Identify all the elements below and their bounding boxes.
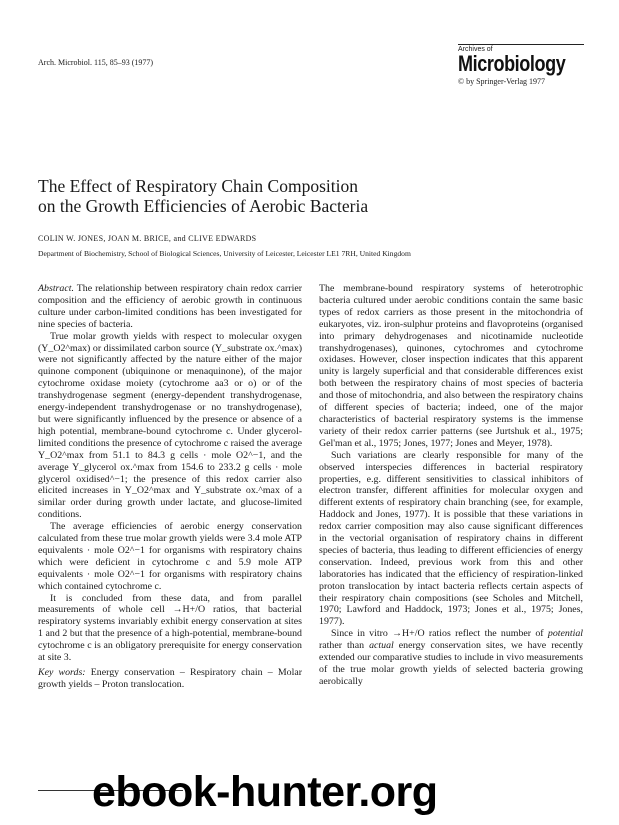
intro-text-3c: energy conservation sites, we have recently extended our comparative studies to include in vivo measurements of the true molar growth yields of selected bacteria growing aerobically xyxy=(319,640,584,687)
abstract-paragraph-1 xyxy=(38,283,302,331)
title-line-1: The Effect of Respiratory Chain Composition xyxy=(38,176,358,196)
citation: Arch. Microbiol. 115, 85–93 (1977) xyxy=(38,58,154,67)
abstract-paragraph-2: True molar growth yields with respect to molecular oxygen (Y_O2^max) or dissimilated carbon source (Y_substrate ox.^max) were not significantly affected by the nature either of the major quinone component (ubiquinone or menaquinone), of the major cytochrome oxidase moiety (cytochrome aa3 or o) or of the transhydrogenase segment (energy-dependent transhydrogenase, energy-independent transhydrogenase or no transhydrogenase), but were significantly influenced by the presence or absence of a high potential, membrane-bound cytochrome c. Under glycerol-limited conditions the presence of cytochrome c raised the average Y_O2^max from 51.1 to 84.3 g cells · mole O2^−1, and the average Y_glycerol ox.^max from 154.6 to 233.2 g cells · mole glycerol oxidised^−1; the presence of this redox carrier also elicited increases in Y_O2^max and Y_substrate ox.^max of a similar order during growth under lactate, and glucose-limited conditions. xyxy=(38,330,302,521)
abstract-paragraph-3: The average efficiencies of aerobic energy conservation calculated from these true molar growth yields were 3.4 mole ATP equivalents · mole O2^−1 for organisms with respiratory chains which were deficient in cytochrome c and 5.9 mole ATP equivalents · mole O2^−1 for organisms with respiratory chains which contained cytochrome c. xyxy=(38,521,302,592)
journal-logo xyxy=(458,44,586,86)
article-title xyxy=(38,176,578,216)
abstract-label: Abstract. xyxy=(38,283,74,294)
keywords xyxy=(38,667,302,691)
keywords-text: Energy conservation – Respiratory chain – Molar growth yields – Proton translocation. xyxy=(38,667,303,690)
intro-paragraph-1: The membrane-bound respiratory systems of heterotrophic bacteria cultured under aerobic conditions contain the same basic types of redox carriers as those present in the mitochondria of eukaryotes, viz. iron-sulphur proteins and flavoproteins (organised into primary dehydrogenases and nicotinamide nucleotide transhydrogenases), quinones, cytochromes and cytochrome oxidases. However, closer inspection indicates that this apparent unity is largely superficial and that considerable differences exist both between the respiratory chains of most species of bacteria and those of mitochondria, and also between the respiratory chains of different species of bacteria; indeed, one of the major characteristics of bacterial respiratory systems is the immense variety of their redox carrier patterns (see Jurtshuk et al., 1975; Gel'man et al., 1975; Jones, 1977; Jones and Meyer, 1978). xyxy=(319,283,583,449)
intro-text-3a: Since in vitro →H+/O ratios reflect the number of xyxy=(331,628,548,640)
authors: COLIN W. JONES, JOAN M. BRICE, and CLIVE EDWARDS xyxy=(38,234,257,243)
abstract-text-1: The relationship between respiratory chain redox carrier composition and the efficiency of aerobic growth in continuous culture under carbon-limited conditions has been investigated for nine species of bacteria. xyxy=(38,283,302,330)
intro-paragraph-3 xyxy=(319,628,583,688)
right-column xyxy=(319,283,583,688)
intro-potential: potential xyxy=(547,628,583,640)
journal-logo-small: Archives of xyxy=(458,44,584,53)
publisher-copyright: © by Springer-Verlag 1977 xyxy=(458,77,546,86)
intro-actual: actual xyxy=(369,640,394,652)
intro-paragraph-2: Such variations are clearly responsible for many of the observed interspecies differences in bacterial respiratory properties, e.g. different sensitivities to classical inhibitors of electron transfer, different affinities for molecular oxygen and different extents of respiratory chain branching (see, for example, Haddock and Jones, 1977). It is possible that these variations in redox carrier composition may also cause significant differences in the vectorial organisation of respiratory chains in different species of bacteria, thus leading to different efficiencies of energy conservation. Indeed, previous work from this and other laboratories has indicated that the efficiency of respiration-linked proton translocation by intact bacteria reflects certain aspects of their respiratory chain compositions (see Scholes and Mitchell, 1970; Lawford and Haddock, 1973; Jones et al., 1975; Jones, 1977). xyxy=(319,449,583,628)
left-column xyxy=(38,283,302,691)
intro-text-3b: rather than xyxy=(319,640,370,652)
abstract-paragraph-4: It is concluded from these data, and from parallel measurements of whole cell →H+/O ratios, that bacterial respiratory systems invariably exhibit energy conservation at sites 1 and 2 but that the presence of a high-potential, membrane-bound cytochrome c is an obligatory prerequisite for energy conservation at site 3. xyxy=(38,592,302,664)
watermark-link[interactable]: ebook-hunter.org xyxy=(92,768,438,816)
keywords-label: Key words: xyxy=(38,667,86,678)
affiliation: Department of Biochemistry, School of Biological Sciences, University of Leicester, Leicester LE1 7RH, United Kingdom xyxy=(38,249,411,258)
journal-logo-title: Microbiology xyxy=(458,51,566,76)
title-line-2: on the Growth Efficiencies of Aerobic Bacteria xyxy=(38,196,369,216)
